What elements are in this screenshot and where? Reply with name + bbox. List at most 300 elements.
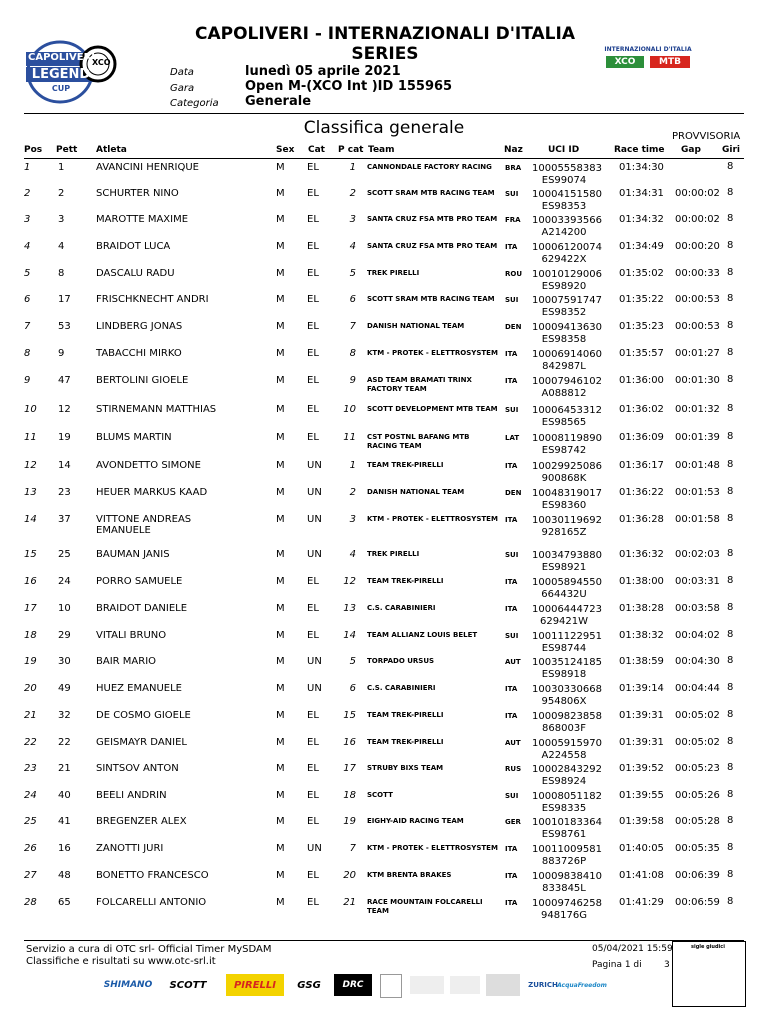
laps-cell: 8 [727,187,734,198]
laps-cell: 8 [727,320,734,331]
gap-cell: 00:01:32 [675,404,720,415]
sex-cell: M [276,321,285,332]
pett-cell: 29 [58,630,71,641]
race-time: 01:40:05 [619,843,664,854]
nation-code: ROU [505,270,523,278]
team-name: RACE MOUNTAIN FOLCARELLI TEAM [367,898,483,915]
pett-cell: 10 [58,603,71,614]
team-name: STRUBY BIXS TEAM [367,764,444,772]
pos-cell: 26 [24,843,37,854]
category-cell: EL [307,737,319,748]
laps-cell: 8 [727,575,734,586]
category-position-cell: 18 [343,790,356,801]
pett-cell: 21 [58,763,71,774]
col-header-pcat: P cat [338,145,364,155]
pett-cell: 30 [58,656,71,667]
nation-code: SUI [505,551,519,559]
nation-code: SUI [505,632,519,640]
category-cell: EL [307,321,319,332]
uci-id-code: A214200 [541,227,587,238]
uci-id-code: ES98744 [541,643,587,654]
nation-code: SUI [505,296,519,304]
race-time: 01:39:58 [619,816,664,827]
uci-id-code: ES98924 [541,776,587,787]
category-position-cell: 2 [349,188,356,199]
athlete-name: BLUMS MARTIN [96,432,172,443]
pos-cell: 13 [24,487,37,498]
athlete-name: DE COSMO GIOELE [96,710,191,721]
signature-label: sigle giudici [691,944,725,950]
uci-id-number: 10035124185 [532,657,602,668]
category-position-cell: 4 [349,241,356,252]
uci-id [532,376,602,400]
team-name: C.S. CARABINIERI [367,604,436,612]
pett-cell: 4 [58,241,65,252]
uci-id-number: 10009413630 [532,322,602,333]
athlete-name: HUEZ EMANUELE [96,683,182,694]
laps-cell: 8 [727,709,734,720]
uci-id-number: 10003393566 [532,215,602,226]
uci-id [532,657,602,681]
race-time: 01:39:31 [619,737,664,748]
internazionali-italia-logo [604,46,692,72]
race-time: 01:39:55 [619,790,664,801]
team-name: EIGHY-AID RACING TEAM [367,817,464,825]
sex-cell: M [276,404,285,415]
uci-id-code: ES99074 [541,175,587,186]
team-name: SCOTT SRAM MTB RACING TEAM [367,189,495,197]
uci-id [532,791,602,815]
laps-cell: 8 [727,869,734,880]
sponsor-logo-placeholder-4 [486,974,520,996]
category-cell: EL [307,268,319,279]
uci-id-code: ES98358 [541,334,587,345]
category-cell: EL [307,404,319,415]
pos-cell: 16 [24,576,37,587]
uci-id [532,550,602,574]
pos-cell: 19 [24,656,37,667]
athlete-name: AVANCINI HENRIQUE [96,162,199,173]
data-label: Data [170,67,194,78]
uci-id-number: 10006444723 [532,604,602,615]
uci-id-code: ES98761 [541,829,587,840]
sponsor-logo-placeholder-2 [410,976,444,994]
team-name: ASD TEAM BRAMATI TRINX FACTORY TEAM [367,376,472,393]
sex-cell: M [276,710,285,721]
pos-cell: 11 [24,432,37,443]
gap-cell: 00:05:35 [675,843,720,854]
team-name: KTM - PROTEK - ELETTROSYSTEM [367,349,498,357]
gap-cell: 00:05:23 [675,763,720,774]
nation-code: ITA [505,605,518,613]
nation-code: DEN [505,323,522,331]
sex-cell: M [276,241,285,252]
pos-cell: 24 [24,790,37,801]
race-time: 01:41:08 [619,870,664,881]
col-header-atleta: Atleta [96,145,127,155]
category-cell: EL [307,214,319,225]
laps-cell: 8 [727,513,734,524]
laps-cell: 8 [727,896,734,907]
col-header-naz: Naz [504,145,523,155]
uci-id-code: ES98565 [541,417,587,428]
uci-id-code: 629422X [541,254,587,265]
team-name: SANTA CRUZ FSA MTB PRO TEAM [367,242,498,250]
category-cell: EL [307,241,319,252]
gap-cell: 00:03:58 [675,603,720,614]
gap-cell: 00:00:53 [675,294,720,305]
athlete-name: BERTOLINI GIOELE [96,375,189,386]
race-time: 01:35:02 [619,268,664,279]
race-time: 01:36:28 [619,514,664,525]
gap-cell: 00:00:02 [675,188,720,199]
logo-text-cup: CUP [51,84,71,93]
gap-cell: 00:00:02 [675,214,720,225]
category-position-cell: 10 [343,404,356,415]
sex-cell: M [276,656,285,667]
uci-id [532,488,602,512]
pos-cell: 4 [24,241,31,252]
gap-cell: 00:04:30 [675,656,720,667]
pett-cell: 9 [58,348,65,359]
category-cell: EL [307,790,319,801]
sex-cell: M [276,294,285,305]
team-name: TEAM TREK-PIRELLI [367,461,444,469]
sex-cell: M [276,487,285,498]
uci-id-code: A088812 [541,388,587,399]
table-header-underline [24,158,744,159]
uci-id [532,163,602,187]
uci-id-number: 10034793880 [532,550,602,561]
athlete-name: VITTONE ANDREAS EMANUELE [96,514,192,536]
gap-cell: 00:01:39 [675,432,720,443]
nation-code: ITA [505,872,518,880]
team-name: SANTA CRUZ FSA MTB PRO TEAM [367,215,498,223]
sponsor-logo-placeholder-3 [450,976,480,994]
category-position-cell: 5 [349,656,356,667]
col-header-pett: Pett [56,145,78,155]
pett-cell: 37 [58,514,71,525]
nation-code: ITA [505,462,518,470]
nation-code: LAT [505,434,520,442]
category-position-cell: 7 [349,321,356,332]
sex-cell: M [276,348,285,359]
footer-page-label: Pagina 1 di [592,960,642,970]
uci-id-number: 10030330668 [532,684,602,695]
laps-cell: 8 [727,629,734,640]
category-position-cell: 3 [349,514,356,525]
uci-id-code: 883726P [541,856,587,867]
uci-id-code: ES98353 [541,201,587,212]
nation-code: ITA [505,377,518,385]
team-name: TEAM TREK-PIRELLI [367,711,444,719]
race-time: 01:34:32 [619,214,664,225]
pett-cell: 48 [58,870,71,881]
uci-id-number: 10006914060 [532,349,602,360]
uci-id-number: 10011122951 [532,631,602,642]
race-time: 01:39:14 [619,683,664,694]
gap-cell: 00:06:59 [675,897,720,908]
athlete-name: AVONDETTO SIMONE [96,460,201,471]
pett-cell: 40 [58,790,71,801]
pett-cell: 1 [58,162,65,173]
gap-cell: 00:04:02 [675,630,720,641]
athlete-name: TABACCHI MIRKO [96,348,182,359]
category-cell: EL [307,870,319,881]
nation-code: FRA [505,216,521,224]
uci-id-code: ES98918 [541,669,587,680]
laps-cell: 8 [727,161,734,172]
pos-cell: 27 [24,870,37,881]
category-cell: EL [307,294,319,305]
race-time: 01:41:29 [619,897,664,908]
race-time: 01:38:59 [619,656,664,667]
sponsor-logo-placeholder-1 [380,974,402,998]
uci-id-code: ES98360 [541,500,587,511]
laps-cell: 8 [727,240,734,251]
category-position-cell: 4 [349,549,356,560]
logo-text-xco: XCO [92,58,111,67]
team-name: SCOTT SRAM MTB RACING TEAM [367,295,495,303]
pett-cell: 16 [58,843,71,854]
pett-cell: 25 [58,549,71,560]
uci-id [532,604,602,628]
uci-id-number: 10030119692 [532,515,602,526]
pett-cell: 23 [58,487,71,498]
category-position-cell: 8 [349,348,356,359]
gara-label: Gara [170,83,195,94]
pett-cell: 2 [58,188,65,199]
pett-cell: 14 [58,460,71,471]
uci-id-number: 10008119890 [532,433,602,444]
team-name: SCOTT DEVELOPMENT MTB TEAM [367,405,498,413]
laps-cell: 8 [727,655,734,666]
laps-cell: 8 [727,213,734,224]
sex-cell: M [276,432,285,443]
athlete-name: BEELI ANDRIN [96,790,167,801]
race-time: 01:36:22 [619,487,664,498]
category-cell: UN [307,843,322,854]
nation-code: AUT [505,658,521,666]
header-separator [24,113,744,114]
uci-id-number: 10005915970 [532,738,602,749]
athlete-name: GEISMAYR DANIEL [96,737,187,748]
uci-id-number: 10004151580 [532,189,602,200]
pett-cell: 8 [58,268,65,279]
col-header-time: Race time [614,145,665,155]
uci-id-code: ES98335 [541,803,587,814]
sex-cell: M [276,375,285,386]
classifica-title: Classifica generale [303,118,465,138]
category-position-cell: 6 [349,294,356,305]
team-name: TEAM TREK-PIRELLI [367,577,444,585]
laps-cell: 8 [727,682,734,693]
sponsor-zurich: ZURICH [528,981,558,989]
category-cell: EL [307,763,319,774]
race-time: 01:39:52 [619,763,664,774]
uci-id [532,269,602,293]
nation-code: ITA [505,899,518,907]
race-time: 01:39:31 [619,710,664,721]
sex-cell: M [276,790,285,801]
category-position-cell: 16 [343,737,356,748]
team-name: DANISH NATIONAL TEAM [367,488,465,496]
laps-cell: 8 [727,789,734,800]
sponsor-acquafreedom: AcquaFreedom [557,981,607,989]
nation-code: RUS [505,765,522,773]
category-cell: UN [307,487,322,498]
pos-cell: 18 [24,630,37,641]
uci-id [532,405,602,429]
uci-id [532,349,602,373]
pos-cell: 2 [24,188,31,199]
pett-cell: 19 [58,432,71,443]
uci-id [532,433,602,457]
athlete-name: BAIR MARIO [96,656,157,667]
team-name: CST POSTNL BAFANG MTB RACING TEAM [367,433,470,450]
col-header-uci: UCI ID [548,145,580,155]
pos-cell: 21 [24,710,37,721]
pos-cell: 20 [24,683,37,694]
nation-code: SUI [505,406,519,414]
gap-cell: 00:01:58 [675,514,720,525]
logo-text-capoliveri: CAPOLIVERI [28,52,95,63]
category-cell: EL [307,603,319,614]
team-name: DANISH NATIONAL TEAM [367,322,465,330]
sex-cell: M [276,683,285,694]
uci-id [532,631,602,655]
uci-id-code: ES98920 [541,281,587,292]
gap-cell: 00:01:53 [675,487,720,498]
pos-cell: 10 [24,404,37,415]
nation-code: BRA [505,164,522,172]
gap-cell: 00:03:31 [675,576,720,587]
logo-right-mtb: MTB [650,56,690,68]
uci-id [532,242,602,266]
sex-cell: M [276,603,285,614]
footer-service-line: Servizio a cura di OTC srl- Official Timer MySDAM [26,944,272,955]
laps-cell: 8 [727,602,734,613]
event-title-line1: CAPOLIVERI - INTERNAZIONALI D'ITALIA [195,24,575,44]
category-cell: EL [307,188,319,199]
sex-cell: M [276,576,285,587]
uci-id [532,295,602,319]
gap-cell: 00:01:30 [675,375,720,386]
sex-cell: M [276,188,285,199]
nation-code: ITA [505,516,518,524]
uci-id [532,515,602,539]
pos-cell: 9 [24,375,31,386]
nation-code: ITA [505,350,518,358]
uci-id-code: 928165Z [541,527,587,538]
pett-cell: 53 [58,321,71,332]
sex-cell: M [276,737,285,748]
laps-cell: 8 [727,293,734,304]
uci-id [532,871,602,895]
nation-code: DEN [505,489,522,497]
category-position-cell: 1 [349,460,356,471]
team-name: CANNONDALE FACTORY RACING [367,163,492,171]
category-cell: EL [307,630,319,641]
pos-cell: 3 [24,214,31,225]
gap-cell: 00:01:27 [675,348,720,359]
uci-id [532,738,602,762]
category-cell: UN [307,683,322,694]
laps-cell: 8 [727,486,734,497]
footer-separator [24,940,744,941]
sex-cell: M [276,460,285,471]
race-time: 01:38:32 [619,630,664,641]
nation-code: ITA [505,578,518,586]
team-name: C.S. CARABINIERI [367,684,436,692]
uci-id [532,461,602,485]
categoria-value: Generale [245,94,312,109]
pos-cell: 12 [24,460,37,471]
category-cell: EL [307,348,319,359]
gap-cell: 00:05:26 [675,790,720,801]
uci-id-number: 10006120074 [532,242,602,253]
gap-cell: 00:05:28 [675,816,720,827]
uci-id-code: ES98921 [541,562,587,573]
team-name: KTM BRENTA BRAKES [367,871,452,879]
gap-cell: 00:06:39 [675,870,720,881]
athlete-name: FOLCARELLI ANTONIO [96,897,207,908]
sex-cell: M [276,897,285,908]
athlete-name: SINTSOV ANTON [96,763,179,774]
category-position-cell: 7 [349,843,356,854]
athlete-name: STIRNEMANN MATTHIAS [96,404,217,415]
race-time: 01:34:30 [619,162,664,173]
uci-id-number: 10009838410 [532,871,602,882]
athlete-name: SCHURTER NINO [96,188,179,199]
nation-code: ITA [505,243,518,251]
uci-id-number: 10011009581 [532,844,602,855]
col-header-sex: Sex [276,145,295,155]
footer-results-link[interactable]: Classifiche e risultati su www.otc-srl.it [26,956,216,967]
laps-cell: 8 [727,347,734,358]
sex-cell: M [276,630,285,641]
category-position-cell: 6 [349,683,356,694]
athlete-name: BAUMAN JANIS [96,549,170,560]
athlete-name: FRISCHKNECHT ANDRI [96,294,209,305]
nation-code: ITA [505,712,518,720]
team-name: TREK PIRELLI [367,550,420,558]
laps-cell: 8 [727,431,734,442]
category-cell: EL [307,432,319,443]
laps-cell: 8 [727,267,734,278]
sex-cell: M [276,870,285,881]
athlete-name: BONETTO FRANCESCO [96,870,209,881]
gap-cell: 00:02:03 [675,549,720,560]
category-position-cell: 13 [343,603,356,614]
category-cell: UN [307,656,322,667]
uci-id [532,817,602,841]
nation-code: ITA [505,845,518,853]
race-time: 01:36:32 [619,549,664,560]
athlete-name: HEUER MARKUS KAAD [96,487,208,498]
category-cell: EL [307,576,319,587]
uci-id-code: ES98352 [541,307,587,318]
uci-id-code: 842987L [542,361,586,372]
pett-cell: 12 [58,404,71,415]
sponsor-scott: SCOTT [169,979,207,991]
pett-cell: 24 [58,576,71,587]
athlete-name: ZANOTTI JURI [96,843,164,854]
uci-id [532,322,602,346]
category-position-cell: 5 [349,268,356,279]
race-time: 01:35:22 [619,294,664,305]
sex-cell: M [276,514,285,525]
